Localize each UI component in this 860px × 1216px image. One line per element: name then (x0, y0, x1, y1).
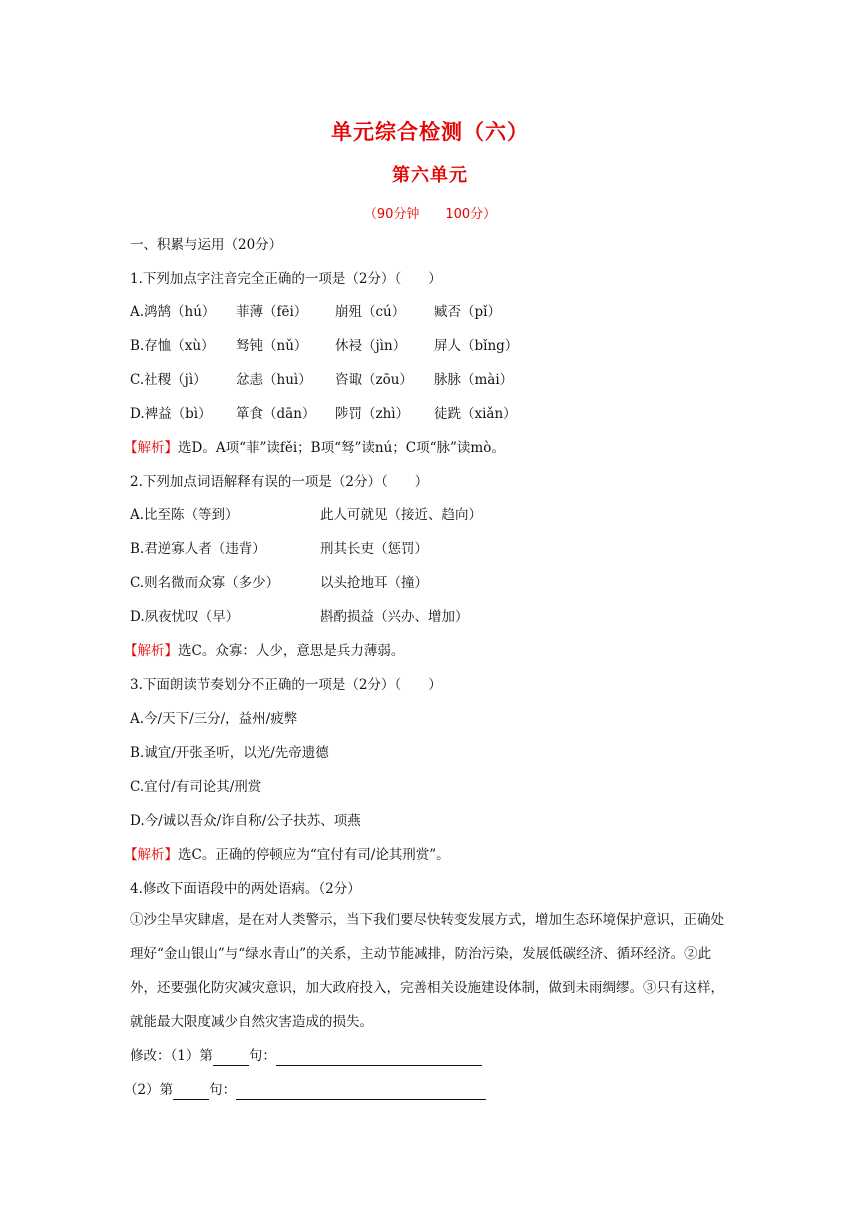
q1-option-a3: 崩殂（cú） (335, 304, 406, 320)
q1-option-c2: 忿恚（huì） (236, 372, 312, 388)
q2-option-b2: 刑其长吏（惩罚） (320, 541, 428, 557)
question-1-stem: 1.下列加点字注音完全正确的一项是（2分）（ ） (130, 271, 442, 287)
q3-option-b: B.诚宜/开张圣听，以光/先帝遗德 (130, 745, 329, 761)
q2-option-d1: D.夙夜忧叹（早） (130, 609, 240, 625)
q1-option-d2: 箪食（dān） (236, 406, 316, 422)
unit-subtitle: 第六单元 (392, 165, 468, 186)
q1-option-a4: 臧否（pǐ） (434, 304, 501, 320)
question-3-analysis (124, 845, 450, 865)
analysis-tag: 【解析】 (124, 440, 178, 456)
q1-option-c4: 脉脉（mài） (434, 372, 514, 388)
question-4-passage: ①沙尘旱灾肆虐，是在对人类警示，当下我们要尽快转变发展方式，增加生态环境保护意识，正确处理好“金山银山”与“绿水青山”的关系，主动节能减排，防治污染，发展低碳经济、循环经济。②此外，还要强化防灾减灾意识，加大政府投入，完善相关设施建设体制，做到未雨绸缪。③只有这样，就能最大限度减少自然灾害造成的损失。 (130, 912, 724, 1030)
q1-option-c3: 咨诹（zōu） (335, 372, 413, 388)
q1-option-d4: 徒跣（xiǎn） (434, 406, 517, 422)
analysis-text: 选C。众寡：人少，意思是兵力薄弱。 (178, 643, 405, 659)
question-2-stem: 2.下列加点词语解释有误的一项是（2分）（ ） (130, 474, 429, 490)
q1-option-c1: C.社稷（jì） (130, 372, 207, 388)
q1-option-d3: 陟罚（zhì） (335, 406, 410, 422)
time-score-note: （90分钟 100分） (363, 207, 497, 222)
q1-option-b3: 休祲（jìn） (335, 338, 407, 354)
q1-option-b1: B.存恤（xù） (130, 338, 215, 354)
q3-option-a: A.今/天下/三分/，益州/疲弊 (130, 711, 298, 727)
question-3-stem: 3.下面朗读节奏划分不正确的一项是（2分）（ ） (130, 677, 442, 693)
fix-2-suffix: 句： (209, 1082, 237, 1098)
analysis-tag: 【解析】 (124, 643, 178, 659)
question-1-analysis (124, 438, 505, 458)
fix-1-sentence-blank[interactable] (213, 1065, 249, 1066)
q2-option-c2: 以头抢地耳（撞） (320, 575, 428, 591)
fix-2-prefix: （2）第 (124, 1082, 174, 1098)
q1-option-a2: 菲薄（fēi） (236, 304, 308, 320)
analysis-tag: 【解析】 (124, 847, 178, 863)
fix-line-2 (124, 1080, 486, 1100)
fix-line-1 (130, 1046, 482, 1066)
fix-2-answer-blank[interactable] (236, 1099, 486, 1100)
document-title: 单元综合检测（六） (331, 120, 529, 144)
q2-option-c1: C.则名微而众寡（多少） (130, 575, 280, 591)
analysis-text: 选C。正确的停顿应为“宜付有司/论其刑赏”。 (178, 847, 450, 863)
fix-1-answer-blank[interactable] (276, 1065, 482, 1066)
section-heading: 一、积累与运用（20分） (130, 237, 283, 253)
q1-option-a1: A.鸿鹄（hú） (130, 304, 216, 320)
q1-option-b4: 屏人（bǐng） (434, 338, 519, 354)
question-4-stem: 4.修改下面语段中的两处语病。（2分） (130, 881, 361, 897)
q2-option-a1: A.比至陈（等到） (130, 507, 239, 523)
q2-option-a2: 此人可就见（接近、趋向） (320, 507, 482, 523)
fix-1-suffix: 句： (248, 1048, 276, 1064)
q2-option-d2: 斟酌损益（兴办、增加） (320, 609, 469, 625)
q3-option-d: D.今/诚以吾众/诈自称/公子扶苏、项燕 (130, 813, 361, 829)
q2-option-b1: B.君逆寡人者（违背） (130, 541, 266, 557)
q3-option-c: C.宜付/有司论其/刑赏 (130, 779, 262, 795)
question-2-analysis (124, 641, 404, 661)
q1-option-b2: 驽钝（nǔ） (236, 338, 308, 354)
analysis-text: 选D。A项“菲”读fěi；B项“驽”读nú；C项“脉”读mò。 (178, 440, 505, 456)
q1-option-d1: D.裨益（bì） (130, 406, 212, 422)
fix-label: 修改： (130, 1048, 171, 1064)
fix-2-sentence-blank[interactable] (173, 1099, 209, 1100)
fix-1-prefix: （1）第 (170, 1048, 213, 1064)
